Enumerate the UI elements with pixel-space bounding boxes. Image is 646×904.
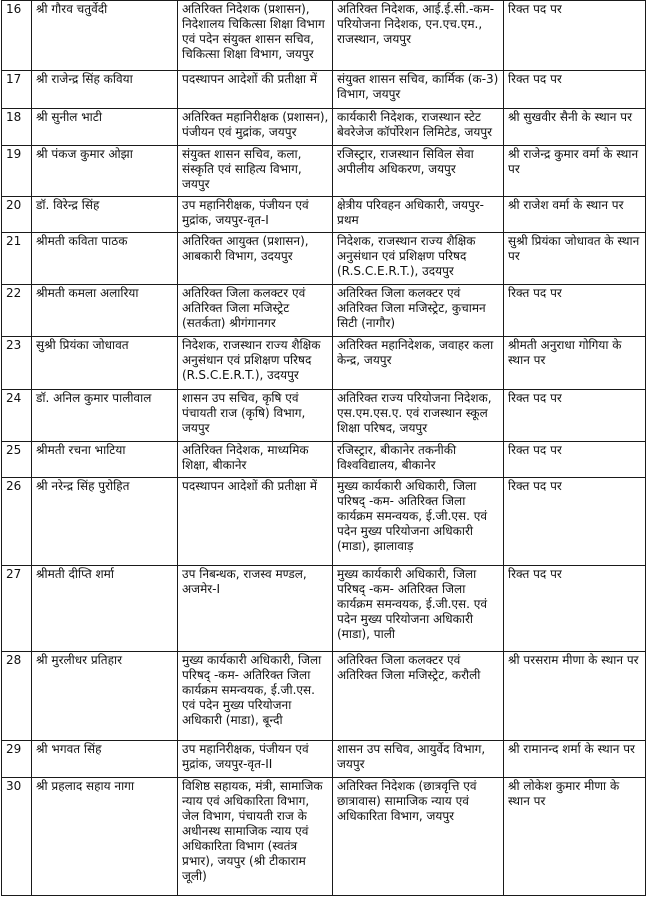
- remark-cell: रिक्त पद पर: [504, 1, 646, 71]
- new-posting-cell: अतिरिक्त निदेशक (छात्रवृत्ति एवं छात्रावास) सामाजिक न्याय एवं अधिकारिता विभाग, जयपुर: [333, 778, 504, 896]
- transfer-order-table: [1, 0, 646, 896]
- serial-number-cell: 24: [2, 390, 32, 442]
- serial-number-cell: 30: [2, 778, 32, 896]
- current-posting-cell: विशिष्ठ सहायक, मंत्री, सामाजिक न्याय एवं अधिकारिता विभाग, जेल विभाग, पंचायती राज के अधीनस्थ सामाजिक न्याय एवं अधिकारिता विभाग (स्वतंत्र प्रभार), जयपुर (श्री टीकाराम जूली): [178, 778, 333, 896]
- remark-cell: रिक्त पद पर: [504, 442, 646, 478]
- officer-name-cell: श्रीमती रचना भाटिया: [32, 442, 178, 478]
- remark-cell: सुश्री प्रियंका जोधावत के स्थान पर: [504, 233, 646, 285]
- new-posting-cell: रजिस्ट्रार, बीकानेर तकनीकी विश्वविद्यालय, बीकानेर: [333, 442, 504, 478]
- serial-number-cell: 20: [2, 197, 32, 233]
- new-posting-cell: रजिस्ट्रार, राजस्थान सिविल सेवा अपीलीय अधिकरण, जयपुर: [333, 146, 504, 197]
- current-posting-cell: अतिरिक्त निदेशक (प्रशासन), निदेशालय चिकित्सा शिक्षा विभाग एवं पदेन संयुक्त शासन सचिव, चिकित्सा शिक्षा विभाग, जयपुर: [178, 1, 333, 71]
- officer-name-cell: श्री सुनील भाटी: [32, 109, 178, 146]
- table-row: [2, 1, 646, 71]
- remark-cell: रिक्त पद पर: [504, 478, 646, 566]
- new-posting-cell: अतिरिक्त जिला कलक्टर एवं अतिरिक्त जिला मजिस्ट्रेट, करौली: [333, 652, 504, 741]
- officer-name-cell: श्री मुरलीधर प्रतिहार: [32, 652, 178, 741]
- officer-name-cell: श्री प्रहलाद सहाय नागा: [32, 778, 178, 896]
- remark-cell: रिक्त पद पर: [504, 285, 646, 337]
- table-row: [2, 566, 646, 652]
- new-posting-cell: अतिरिक्त राज्य परियोजना निदेशक, एस.एम.एस.ए. एवं राजस्थान स्कूल शिक्षा परिषद, जयपुर: [333, 390, 504, 442]
- current-posting-cell: उप महानिरीक्षक, पंजीयन एवं मुद्रांक, जयपुर-वृत-II: [178, 741, 333, 778]
- officer-name-cell: श्रीमती दीप्ति शर्मा: [32, 566, 178, 652]
- current-posting-cell: मुख्य कार्यकारी अधिकारी, जिला परिषद् -कम- अतिरिक्त जिला कार्यक्रम समन्वयक, ई.जी.एस. एवं पदेन मुख्य परियोजना अधिकारी (माडा), बून्दी: [178, 652, 333, 741]
- table-row: [2, 71, 646, 109]
- table-body: [2, 1, 646, 896]
- serial-number-cell: 18: [2, 109, 32, 146]
- table-row: [2, 478, 646, 566]
- new-posting-cell: निदेशक, राजस्थान राज्य शैक्षिक अनुसंधान एवं प्रशिक्षण परिषद (R.S.C.E.R.T.), उदयपुर: [333, 233, 504, 285]
- current-posting-cell: अतिरिक्त जिला कलक्टर एवं अतिरिक्त जिला मजिस्ट्रेट (सतर्कता) श्रीगंगानगर: [178, 285, 333, 337]
- remark-cell: रिक्त पद पर: [504, 390, 646, 442]
- serial-number-cell: 23: [2, 337, 32, 390]
- current-posting-cell: शासन उप सचिव, कृषि एवं पंचायती राज (कृषि) विभाग, जयपुर: [178, 390, 333, 442]
- remark-cell: श्री राजेश वर्मा के स्थान पर: [504, 197, 646, 233]
- current-posting-cell: अतिरिक्त निदेशक, माध्यमिक शिक्षा, बीकानेर: [178, 442, 333, 478]
- remark-cell: श्रीमती अनुराधा गोगिया के स्थान पर: [504, 337, 646, 390]
- new-posting-cell: क्षेत्रीय परिवहन अधिकारी, जयपुर-प्रथम: [333, 197, 504, 233]
- table-row: [2, 197, 646, 233]
- serial-number-cell: 26: [2, 478, 32, 566]
- new-posting-cell: मुख्य कार्यकारी अधिकारी, जिला परिषद् -कम- अतिरिक्त जिला कार्यक्रम समन्वयक, ई.जी.एस. एवं पदेन मुख्य परियोजना अधिकारी (माडा), पाली: [333, 566, 504, 652]
- officer-name-cell: डॉ. अनिल कुमार पालीवाल: [32, 390, 178, 442]
- table-row: [2, 390, 646, 442]
- remark-cell: रिक्त पद पर: [504, 566, 646, 652]
- new-posting-cell: अतिरिक्त महानिदेशक, जवाहर कला केन्द्र, जयपुर: [333, 337, 504, 390]
- table-row: [2, 337, 646, 390]
- current-posting-cell: उप महानिरीक्षक, पंजीयन एवं मुद्रांक, जयपुर-वृत-I: [178, 197, 333, 233]
- serial-number-cell: 29: [2, 741, 32, 778]
- new-posting-cell: संयुक्त शासन सचिव, कार्मिक (क-3) विभाग, जयपुर: [333, 71, 504, 109]
- officer-name-cell: सुश्री प्रियंका जोधावत: [32, 337, 178, 390]
- serial-number-cell: 27: [2, 566, 32, 652]
- serial-number-cell: 28: [2, 652, 32, 741]
- table-row: [2, 285, 646, 337]
- remark-cell: श्री लोकेश कुमार मीणा के स्थान पर: [504, 778, 646, 896]
- current-posting-cell: उप निबन्धक, राजस्व मण्डल, अजमेर-I: [178, 566, 333, 652]
- table-row: [2, 233, 646, 285]
- table-row: [2, 442, 646, 478]
- officer-name-cell: श्री राजेन्द्र सिंह कविया: [32, 71, 178, 109]
- serial-number-cell: 16: [2, 1, 32, 71]
- table-row: [2, 778, 646, 896]
- remark-cell: श्री राजेन्द्र कुमार वर्मा के स्थान पर: [504, 146, 646, 197]
- remark-cell: श्री परसराम मीणा के स्थान पर: [504, 652, 646, 741]
- serial-number-cell: 19: [2, 146, 32, 197]
- remark-cell: श्री सुखवीर सैनी के स्थान पर: [504, 109, 646, 146]
- current-posting-cell: निदेशक, राजस्थान राज्य शैक्षिक अनुसंधान एवं प्रशिक्षण परिषद (R.S.C.E.R.T.), उदयपुर: [178, 337, 333, 390]
- new-posting-cell: मुख्य कार्यकारी अधिकारी, जिला परिषद् -कम- अतिरिक्त जिला कार्यक्रम समन्वयक, ई.जी.एस. एवं पदेन मुख्य परियोजना अधिकारी (माडा), झालावाड़: [333, 478, 504, 566]
- officer-name-cell: डॉ. विरेन्द्र सिंह: [32, 197, 178, 233]
- officer-name-cell: श्री पंकज कुमार ओझा: [32, 146, 178, 197]
- serial-number-cell: 22: [2, 285, 32, 337]
- remark-cell: रिक्त पद पर: [504, 71, 646, 109]
- current-posting-cell: पदस्थापन आदेशों की प्रतीक्षा में: [178, 478, 333, 566]
- new-posting-cell: कार्यकारी निदेशक, राजस्थान स्टेट बेवरेजेज कॉर्पोरेशन लिमिटेड, जयपुर: [333, 109, 504, 146]
- new-posting-cell: शासन उप सचिव, आयुर्वेद विभाग, जयपुर: [333, 741, 504, 778]
- officer-name-cell: श्री गौरव चतुर्वेदी: [32, 1, 178, 71]
- current-posting-cell: संयुक्त शासन सचिव, कला, संस्कृति एवं साहित्य विभाग, जयपुर: [178, 146, 333, 197]
- table-row: [2, 652, 646, 741]
- serial-number-cell: 25: [2, 442, 32, 478]
- remark-cell: श्री रामानन्द शर्मा के स्थान पर: [504, 741, 646, 778]
- current-posting-cell: पदस्थापन आदेशों की प्रतीक्षा में: [178, 71, 333, 109]
- officer-name-cell: श्रीमती कविता पाठक: [32, 233, 178, 285]
- current-posting-cell: अतिरिक्त आयुक्त (प्रशासन), आबकारी विभाग, उदयपुर: [178, 233, 333, 285]
- table-row: [2, 146, 646, 197]
- serial-number-cell: 17: [2, 71, 32, 109]
- new-posting-cell: अतिरिक्त जिला कलक्टर एवं अतिरिक्त जिला मजिस्ट्रेट, कुचामन सिटी (नागौर): [333, 285, 504, 337]
- officer-name-cell: श्रीमती कमला अलारिया: [32, 285, 178, 337]
- current-posting-cell: अतिरिक्त महानिरीक्षक (प्रशासन), पंजीयन एवं मुद्रांक, जयपुर: [178, 109, 333, 146]
- serial-number-cell: 21: [2, 233, 32, 285]
- table-row: [2, 109, 646, 146]
- officer-name-cell: श्री भगवत सिंह: [32, 741, 178, 778]
- table-row: [2, 741, 646, 778]
- new-posting-cell: अतिरिक्त निदेशक, आई.ई.सी.-कम-परियोजना निदेशक, एन.एच.एम., राजस्थान, जयपुर: [333, 1, 504, 71]
- officer-name-cell: श्री नरेन्द्र सिंह पुरोहित: [32, 478, 178, 566]
